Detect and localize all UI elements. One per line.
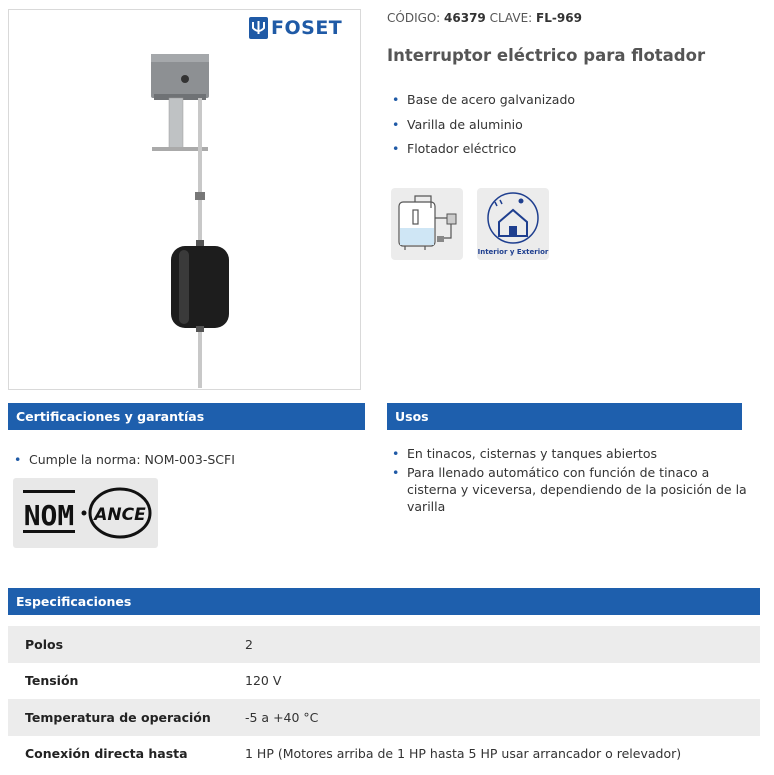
clave-label: CLAVE: [489,11,533,25]
product-clave: FL-969 [536,11,582,25]
ance-logo-text: ANCE [94,505,146,525]
spec-value: -5 a +40 °C [245,709,319,725]
spec-label: Conexión directa hasta [25,746,188,762]
house-weather-icon [477,188,549,260]
spec-label: Tensión [25,673,79,689]
spec-value: 1 HP (Motores arriba de 1 HP hasta 5 HP usar arrancador o relevador) [245,746,682,762]
product-code: 46379 [444,11,486,25]
feature-item: • Varilla de aluminio [392,117,575,142]
feature-list [392,92,575,166]
brand-name: FOSET [271,17,343,39]
specs-heading: Especificaciones [8,588,760,615]
code-label: CÓDIGO: [387,11,441,25]
brand-logo [249,17,342,39]
spec-row [8,663,760,700]
certifications-list [14,451,235,468]
uses-heading: Usos [387,403,742,430]
tank-diagram-badge [391,188,463,260]
certifications-heading: Certificaciones y garantías [8,403,365,430]
feature-item: • Base de acero galvanizado [392,92,575,117]
use-item: • En tinacos, cisternas y tanques abiertos [392,445,747,462]
indoor-outdoor-label: Interior y Exterior [477,248,549,256]
spec-value: 2 [245,636,253,652]
uses-list [392,445,747,515]
spec-label: Temperatura de operación [25,709,211,725]
foset-mark-icon [249,17,268,39]
nom-ance-logo [13,478,158,548]
nom-logo-text: NOM [23,499,75,532]
use-item: • Para llenado automático con función de tinaco a cisterna y viceversa, dependiendo de la posición de la varilla [392,464,747,515]
feature-item: • Flotador eléctrico [392,141,575,166]
spec-row [8,626,760,663]
spec-row [8,699,760,736]
product-image-frame [8,9,361,390]
product-title: Interruptor eléctrico para flotador [387,46,706,65]
specs-table [8,626,760,772]
tank-diagram-icon [391,188,463,260]
product-image [9,10,362,391]
spec-row [8,736,760,773]
spec-label: Polos [25,636,64,652]
indoor-outdoor-badge [477,188,549,260]
spec-value: 120 V [245,673,282,689]
certification-item: • Cumple la norma: NOM-003-SCFI [14,451,235,468]
product-code-line [387,11,582,25]
